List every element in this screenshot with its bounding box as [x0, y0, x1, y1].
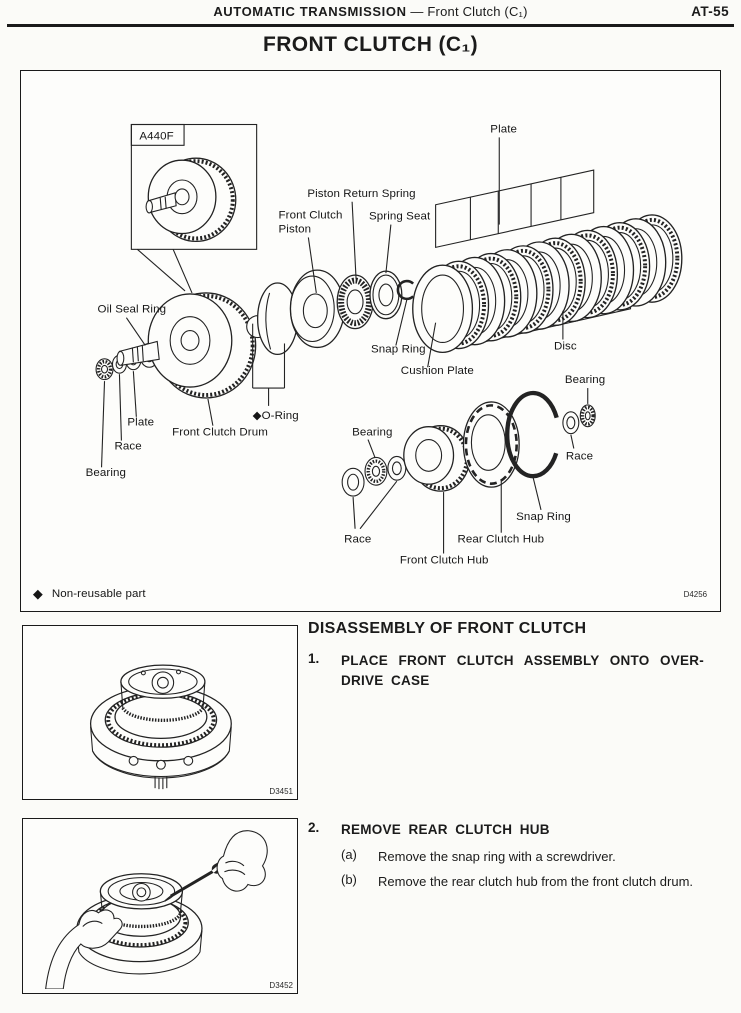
- step-2: [308, 820, 736, 840]
- header-section-title: AUTOMATIC TRANSMISSION: [213, 4, 407, 19]
- page-number: AT-55: [691, 4, 729, 19]
- label-front-clutch-piston-2: Piston: [278, 223, 312, 236]
- right-hand-drawing: [217, 831, 267, 891]
- piston-group: [247, 270, 413, 354]
- substep-b-label: (b): [341, 872, 357, 888]
- label-race-bottom: Race: [344, 533, 372, 546]
- non-reusable-diamond-icon: ◆: [32, 586, 43, 602]
- hub-parts-group: [342, 393, 595, 496]
- step-2-number: 2.: [308, 820, 320, 835]
- exploded-diagram-box: [20, 70, 721, 612]
- substep-b-text: Remove the rear clutch hub from the front clutch drum.: [378, 874, 694, 890]
- figure-box-d3451: [22, 625, 298, 800]
- label-spring-seat: Spring Seat: [369, 210, 431, 223]
- figure-box-d3452: [22, 818, 298, 994]
- disassembly-section: [308, 620, 736, 690]
- substep-a-label: (a): [341, 846, 357, 862]
- exploded-diagram: [21, 71, 718, 609]
- header-rule: [7, 24, 734, 27]
- step-1-title-line2: DRIVE CASE: [341, 672, 430, 688]
- clutch-stack: [413, 215, 682, 352]
- legend-non-reusable: Non-reusable part: [51, 588, 146, 601]
- label-front-clutch-piston-1: Front Clutch: [278, 209, 343, 222]
- step-2-substeps: [341, 847, 736, 892]
- label-rear-clutch-hub: Rear Clutch Hub: [457, 533, 545, 546]
- label-front-clutch-drum: Front Clutch Drum: [172, 426, 268, 439]
- step-1-title-line1: PLACE FRONT CLUTCH ASSEMBLY ONTO OVER-: [341, 653, 705, 668]
- figure-code-d3451: D3451: [269, 787, 293, 796]
- step-1-title: [341, 651, 704, 690]
- label-front-clutch-hub: Front Clutch Hub: [399, 554, 489, 567]
- substep-b: [341, 872, 736, 892]
- step-2-block: [308, 820, 736, 892]
- label-a440f: A440F: [139, 130, 174, 143]
- step-1: [308, 651, 736, 690]
- label-piston-return-spring: Piston Return Spring: [307, 187, 416, 200]
- step-1-number: 1.: [308, 651, 320, 666]
- label-o-ring: ◆O-Ring: [252, 409, 299, 422]
- label-plate-top: Plate: [490, 123, 518, 136]
- label-oil-seal-ring: Oil Seal Ring: [97, 303, 167, 316]
- label-bearing-mid: Bearing: [352, 426, 393, 439]
- label-bearing-right: Bearing: [564, 374, 606, 387]
- substep-a: [341, 847, 736, 867]
- label-race-left: Race: [114, 440, 142, 453]
- header-subsection-title: — Front Clutch (C₁): [410, 4, 528, 19]
- substep-a-text: Remove the snap ring with a screwdriver.: [378, 848, 616, 864]
- page-title: FRONT CLUTCH (C₁): [263, 33, 478, 56]
- label-cushion-plate: Cushion Plate: [400, 365, 474, 378]
- label-plate-left: Plate: [127, 416, 155, 429]
- page-header: [8, 4, 733, 22]
- a440f-inset: [131, 125, 256, 293]
- label-race-right: Race: [565, 450, 594, 463]
- figure-code-d3452: D3452: [269, 981, 293, 990]
- label-disc: Disc: [553, 340, 577, 353]
- figure-d3452-drawing: [23, 819, 293, 989]
- label-bearing-left: Bearing: [85, 467, 127, 480]
- label-snap-ring-mid: Snap Ring: [370, 343, 426, 356]
- label-snap-ring-bottom: Snap Ring: [516, 510, 571, 523]
- diagram-figure-code: D4256: [683, 590, 708, 600]
- section-heading: DISASSEMBLY OF FRONT CLUTCH: [308, 620, 587, 637]
- step-2-title: REMOVE REAR CLUTCH HUB: [341, 822, 550, 837]
- figure-d3451-drawing: [23, 626, 293, 795]
